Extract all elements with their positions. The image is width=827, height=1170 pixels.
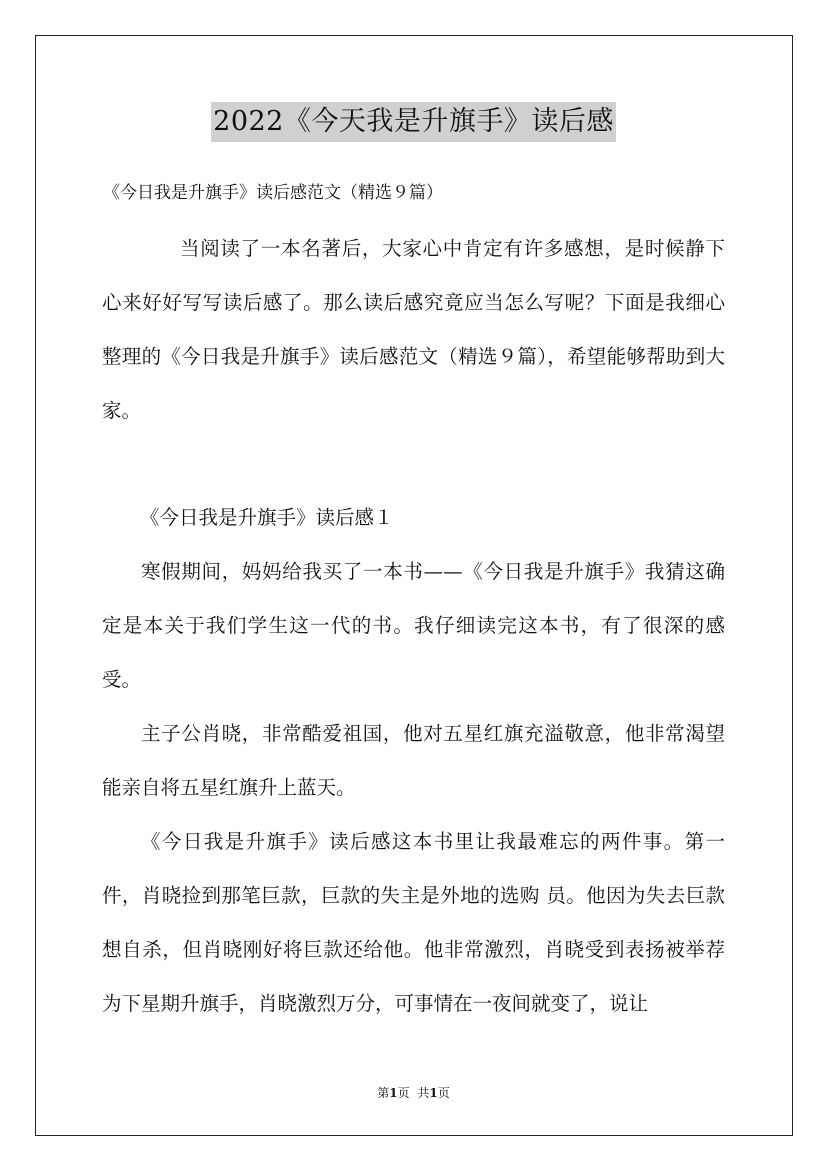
title-container (0, 102, 827, 142)
section-heading: 《今日我是升旗手》读后感１ (140, 506, 394, 529)
page-footer (0, 1084, 827, 1102)
document-title: 2022《今天我是升旗手》读后感 (211, 102, 616, 142)
page-total: 1 (429, 1086, 438, 1100)
total-prefix: 共 (417, 1086, 430, 1100)
total-suffix: 页 (437, 1086, 450, 1100)
body-paragraph-2: 主子公肖晓，非常酷爱祖国，他对五星红旗充溢敬意，他非常渴望能亲自将五星红旗升上蓝天。 (102, 722, 725, 799)
document-subtitle: 《今日我是升旗手》读后感范文（精选９篇） (103, 183, 443, 203)
intro-paragraph: 当阅读了一本名著后，大家心中肯定有许多感想，是时候静下心来好好写写读后感了。那么读后感究竟应当怎么写呢？下面是我细心整理的《今日我是升旗手》读后感范文（精选９篇），希望能够帮助到大家。 (102, 237, 725, 422)
page-prefix: 第 (377, 1086, 390, 1100)
page-suffix: 页 (397, 1086, 410, 1100)
body-paragraph-1: 寒假期间，妈妈给我买了一本书——《今日我是升旗手》我猜这确定是本关于我们学生这一代的书。我仔细读完这本书，有了很深的感受。 (102, 560, 725, 691)
page-current: 1 (389, 1086, 398, 1100)
body-paragraph-3: 《今日我是升旗手》读后感这本书里让我最难忘的两件事。第一件，肖晓捡到那笔巨款，巨款的失主是外地的选购 员。他因为失去巨款想自杀，但肖晓刚好将巨款还给他。他非常激烈，肖晓受到表扬被举荐为下星期升旗手，肖晓激烈万分，可事情在一夜间就变了，说让 (102, 830, 725, 1015)
